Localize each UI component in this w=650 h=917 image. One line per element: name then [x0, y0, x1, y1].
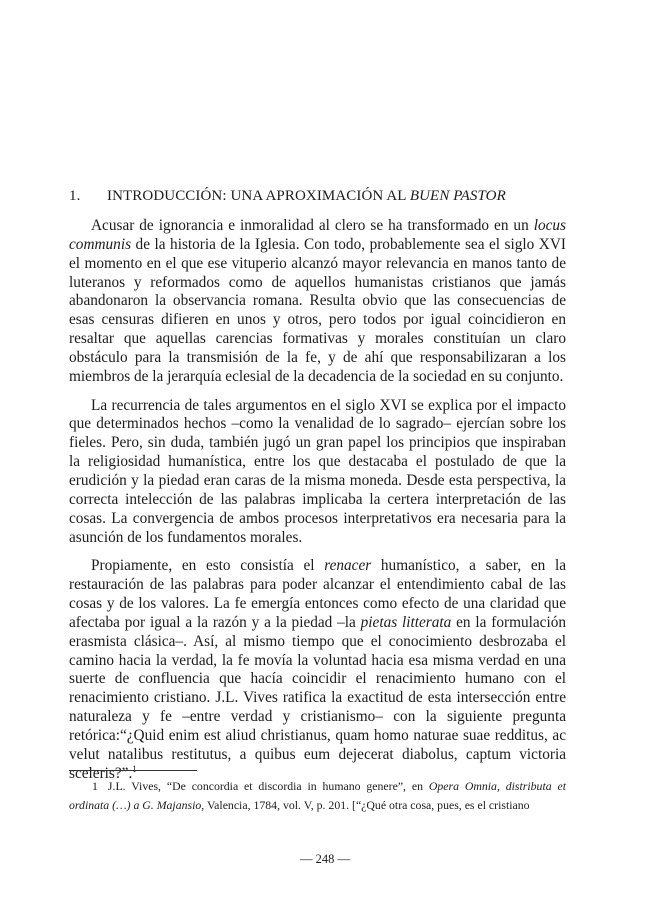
- text-run: La recurrencia de tales argumentos en el siglo XVI se explica por el impacto que determinados hechos –como la venalidad de lo sagrado– ejercían sobre los fieles. Pero, sin duda, también jugó un gran papel los principios que inspiraban la religiosidad humanística, entre los que destacaba el postulado de que la erudición y la piedad eran caras de la misma moneda. Desde esta perspectiva, la correcta intelección de las palabras implicaba la certera interpretación de las cosas. La convergencia de ambos procesos interpretativos era necesaria para la asunción de los fundamentos morales.: [69, 396, 566, 546]
- page-number: — 248 —: [300, 852, 350, 866]
- italic-text: Opera Omnia, distributa et ordinata (…) a G. Majansio: [69, 779, 566, 812]
- footnote-number: 1: [92, 779, 98, 793]
- body-text: [69, 217, 566, 783]
- italic-text: pietas litterata: [360, 613, 452, 631]
- text-run: Acusar de ignorancia e inmoralidad al clero se ha transformado en un: [91, 217, 534, 234]
- paragraph: [69, 217, 566, 387]
- text-run: humanístico, a saber, en la restauración de las palabras para poder alcanzar el entendimiento cabal de las cosas y de los valores. La fe emergía entonces como efecto de una claridad que afectaba por igual a la razón y a la piedad –la: [69, 557, 566, 631]
- section-number: 1.: [69, 188, 81, 204]
- text-run: J.L. Vives, “De concordia et discordia in humano genere”, en: [107, 779, 429, 793]
- text-run: en la formulación erasmista clásica–. Así, al mismo tiempo que el conocimiento desbrozaba el camino hacia la verdad, la fe movía la voluntad hacia esa misma verdad en una suerte de confluencia que hacía coincidir el renacimiento humano con el renacimiento cristiano. J.L. Vives ratifica la exactitud de esta intersección entre naturaleza y fe –entre verdad y cristianismo– con la siguiente pregunta retórica:“¿Quid enim est aliud christianus, quam homo naturae suae redditus, ac velut natalibus restitutus, a quibus eum dejecerat diabolus, captum victoria sceleris?”.: [69, 613, 566, 782]
- italic-text: locus communis: [69, 217, 566, 253]
- italic-text: renacer: [324, 557, 372, 575]
- section-title-italic: BUEN PASTOR: [409, 188, 506, 204]
- paragraph: [69, 397, 566, 548]
- paragraph: [69, 557, 566, 783]
- text-run: de la historia de la Iglesia. Con todo, probablemente sea el siglo XVI el momento en el que ese vituperio alcanzó mayor relevancia en manos tanto de luteranos y reformados como de aquellos humanistas cristianos que jamás abandonaron la observancia romana. Resulta obvio que las consecuencias de esas censuras difieren en unos y otros, pero todos por igual coincidieron en resaltar que aquellas carencias formativas y morales constituían un claro obstáculo para la transmisión de la fe, y de ahí que responsabilizaran a los miembros de la jerarquía eclesial de la decadencia de la sociedad en su conjunto.: [69, 235, 566, 385]
- footnote: [69, 777, 566, 815]
- section-title: INTRODUCCIÓN: UNA APROXIMACIÓN AL: [107, 188, 410, 204]
- section-heading: [69, 186, 589, 206]
- footnote-reference[interactable]: 1: [132, 763, 137, 774]
- text-run: Propiamente, en esto consistía el: [91, 557, 325, 575]
- footnote-divider: [69, 770, 197, 771]
- text-run: , Valencia, 1784, vol. V, p. 201. [“¿Qué otra cosa, pues, es el cristiano: [201, 798, 530, 812]
- footnote-text: [69, 779, 566, 812]
